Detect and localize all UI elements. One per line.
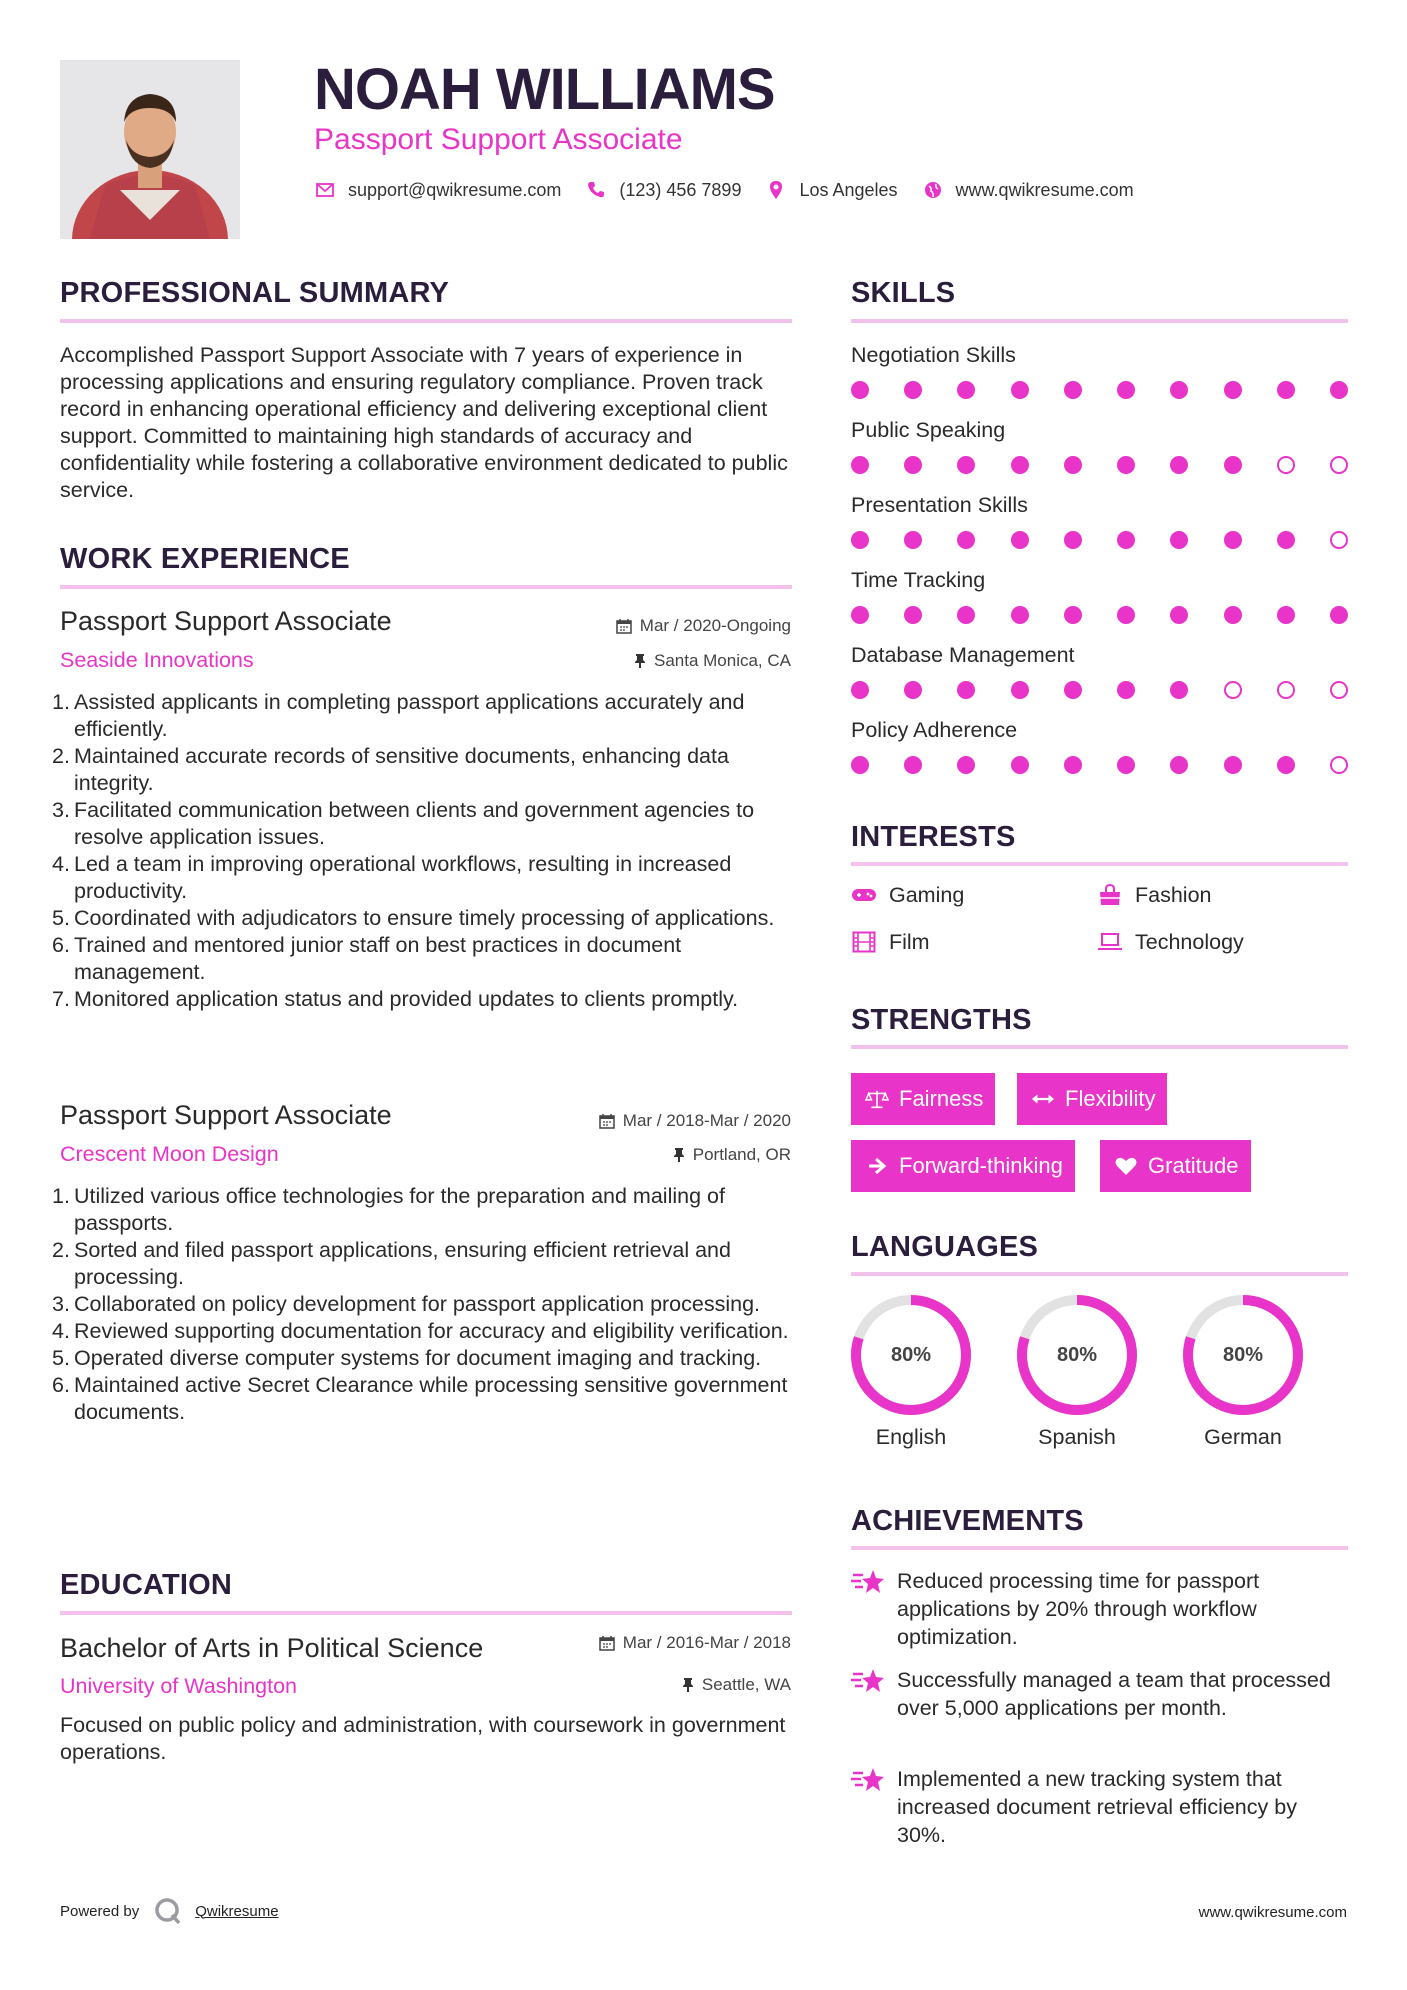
skill-rating (851, 605, 1348, 625)
language-percent: 80% (890, 1343, 932, 1366)
map-pin-icon (765, 179, 787, 201)
skill-dot-filled (1277, 381, 1295, 399)
skill-rating (851, 530, 1348, 550)
list-item: 6. Trained and mentored junior staff on best practices in document management. (52, 933, 682, 984)
achievement-item (851, 1666, 1348, 1722)
job-company: Seaside Innovations (60, 648, 254, 672)
strength-label: Gratitude (1148, 1153, 1239, 1178)
education-dates (599, 1632, 791, 1654)
skill-dot-filled (851, 756, 869, 774)
candidate-name: NOAH WILLIAMS (314, 57, 775, 122)
summary-heading: PROFESSIONAL SUMMARY (60, 277, 450, 309)
language-item (1015, 1293, 1139, 1450)
location-text: Los Angeles (799, 179, 898, 200)
skill-name: Public Speaking (851, 418, 1006, 442)
footer-website[interactable]: www.qwikresume.com (1198, 1904, 1347, 1921)
job-bullets (52, 1183, 792, 1426)
skill-dot-empty (1330, 756, 1348, 774)
skill-dot-filled (1330, 606, 1348, 624)
language-percent: 80% (1222, 1343, 1264, 1366)
gamepad-icon (851, 882, 877, 908)
job-bullets (52, 689, 792, 1013)
skill-dot-filled (1224, 606, 1242, 624)
profile-photo (60, 60, 240, 239)
phone-icon (585, 179, 607, 201)
calendar-icon (599, 1113, 615, 1129)
list-item: 5. Operated diverse computer systems for document imaging and tracking. (52, 1346, 762, 1370)
envelope-icon (314, 179, 336, 201)
shooting-star-icon (851, 1567, 885, 1597)
skill-dot-filled (1011, 531, 1029, 549)
language-name: Spanish (1038, 1425, 1116, 1449)
summary-rule (60, 319, 792, 323)
skill-name: Policy Adherence (851, 718, 1018, 742)
job-dates-text: Mar / 2018-Mar / 2020 (622, 1111, 791, 1130)
skill-dot-filled (904, 606, 922, 624)
skill-dot-filled (1011, 381, 1029, 399)
skill-dot-empty (1224, 681, 1242, 699)
job-title: Passport Support Associate (60, 606, 392, 636)
interests-heading: INTERESTS (851, 821, 1016, 853)
contact-bar (314, 178, 1158, 202)
pushpin-icon (682, 1677, 694, 1693)
skill-dot-filled (957, 381, 975, 399)
job-location-text: Portland, OR (692, 1145, 791, 1164)
list-item: 4. Reviewed supporting documentation for accuracy and eligibility verification. (52, 1319, 789, 1343)
achievements-heading: ACHIEVEMENTS (851, 1505, 1084, 1537)
skill-dot-filled (851, 606, 869, 624)
skill-dot-filled (851, 681, 869, 699)
interest-label: Gaming (889, 882, 965, 907)
skills-rule (851, 319, 1348, 323)
skill-dot-filled (851, 456, 869, 474)
achievement-item (851, 1765, 1348, 1849)
strengths-rule (851, 1045, 1348, 1049)
phone-text: (123) 456 7899 (619, 179, 742, 200)
skill-dot-filled (1170, 681, 1188, 699)
education-location (682, 1674, 791, 1696)
interest-label: Fashion (1135, 882, 1212, 907)
job-dates (599, 1110, 791, 1132)
calendar-icon (599, 1635, 615, 1651)
skill-rating (851, 380, 1348, 400)
strength-label: Forward-thinking (899, 1153, 1063, 1178)
calendar-icon (616, 618, 632, 634)
skill-dot-filled (851, 531, 869, 549)
skill-dot-filled (1011, 681, 1029, 699)
job-company: Crescent Moon Design (60, 1142, 279, 1166)
skill-dot-filled (1224, 456, 1242, 474)
skill-dot-filled (1117, 606, 1135, 624)
languages-rule (851, 1272, 1348, 1276)
skill-dot-filled (904, 756, 922, 774)
skill-rating (851, 680, 1348, 700)
skill-dot-filled (1117, 756, 1135, 774)
skill-dot-filled (904, 381, 922, 399)
language-name: German (1204, 1425, 1282, 1449)
powered-by-text: Powered by (60, 1902, 140, 1920)
film-icon (851, 929, 877, 955)
list-item: 7. Monitored application status and provided updates to clients promptly. (52, 987, 739, 1011)
skill-dot-filled (1117, 381, 1135, 399)
skill-dot-empty (1330, 531, 1348, 549)
strengths-heading: STRENGTHS (851, 1004, 1032, 1036)
skill-dot-filled (904, 681, 922, 699)
skill-dot-filled (904, 531, 922, 549)
skill-dot-filled (1064, 381, 1082, 399)
skill-dot-filled (1064, 456, 1082, 474)
job-dates (616, 615, 791, 637)
skill-dot-filled (1170, 756, 1188, 774)
skill-dot-filled (1117, 531, 1135, 549)
skill-name: Negotiation Skills (851, 343, 1016, 367)
languages-heading: LANGUAGES (851, 1231, 1039, 1263)
contact-email[interactable] (314, 179, 561, 201)
skill-dot-filled (1011, 606, 1029, 624)
skill-dot-filled (1277, 606, 1295, 624)
skill-dot-empty (1277, 456, 1295, 474)
footer-powered-by (60, 1896, 279, 1926)
globe-icon (922, 179, 944, 201)
achievement-text: Successfully managed a team that processed over 5,000 applications per month. (897, 1668, 1331, 1720)
contact-phone[interactable] (585, 179, 741, 201)
skill-dot-filled (1224, 381, 1242, 399)
skill-dot-filled (1170, 456, 1188, 474)
language-name: English (875, 1425, 947, 1449)
candidate-role: Passport Support Associate (314, 123, 683, 156)
skill-dot-filled (957, 531, 975, 549)
list-item: 5. Coordinated with adjudicators to ensure timely processing of applications. (52, 906, 775, 930)
strength-chip (1017, 1073, 1167, 1125)
skill-dot-filled (1224, 531, 1242, 549)
interests-rule (851, 862, 1348, 866)
strength-label: Fairness (899, 1086, 984, 1111)
job-location-text: Santa Monica, CA (653, 651, 791, 670)
pushpin-icon (673, 1147, 685, 1163)
experience-rule (60, 585, 792, 589)
list-item: 2. Sorted and filed passport applications, ensuring efficient retrieval and processing. (52, 1238, 731, 1289)
skill-dot-filled (1330, 381, 1348, 399)
skill-dot-filled (1011, 756, 1029, 774)
interest-label: Film (889, 929, 930, 954)
education-rule (60, 1611, 792, 1615)
school-name: University of Washington (60, 1674, 297, 1698)
skill-name: Time Tracking (851, 568, 986, 592)
skill-dot-filled (1064, 756, 1082, 774)
education-heading: EDUCATION (60, 1569, 233, 1601)
interest-item (1097, 882, 1212, 908)
skill-dot-filled (1117, 681, 1135, 699)
language-percent: 80% (1056, 1343, 1098, 1366)
skill-dot-filled (1117, 456, 1135, 474)
skill-dot-filled (1170, 381, 1188, 399)
shooting-star-icon (851, 1666, 885, 1696)
skill-rating (851, 455, 1348, 475)
list-item: 3. Collaborated on policy development for passport application processing. (52, 1292, 761, 1316)
skills-heading: SKILLS (851, 277, 956, 309)
shopping-bag-icon (1097, 882, 1123, 908)
skill-dot-filled (1224, 756, 1242, 774)
skill-dot-filled (1064, 606, 1082, 624)
strength-chip (851, 1140, 1075, 1192)
job-dates-text: Mar / 2020-Ongoing (639, 616, 791, 635)
skill-dot-filled (1064, 681, 1082, 699)
contact-website[interactable] (922, 179, 1134, 201)
skill-dot-filled (851, 381, 869, 399)
skill-dot-filled (957, 681, 975, 699)
job-location (673, 1144, 791, 1166)
contact-location (765, 179, 897, 201)
heart-icon (1114, 1154, 1138, 1178)
job-title: Passport Support Associate (60, 1100, 392, 1130)
interest-item (1097, 929, 1244, 955)
interest-item (851, 882, 964, 908)
education-description: Focused on public policy and administration, with coursework in government operations. (60, 1713, 786, 1764)
skill-dot-filled (1011, 456, 1029, 474)
skill-dot-filled (1277, 756, 1295, 774)
pushpin-icon (634, 653, 646, 669)
skill-dot-empty (1330, 681, 1348, 699)
skill-dot-filled (1170, 531, 1188, 549)
list-item: 3. Facilitated communication between clients and government agencies to resolve application issues. (52, 798, 755, 849)
achievements-rule (851, 1546, 1348, 1550)
skill-dot-filled (1170, 606, 1188, 624)
skill-name: Database Management (851, 643, 1075, 667)
website-text: www.qwikresume.com (955, 179, 1134, 200)
arrows-horizontal-icon (1031, 1087, 1055, 1111)
language-item (849, 1293, 973, 1450)
summary-text: Accomplished Passport Support Associate with 7 years of experience in processing applications and ensuring regulatory compliance. Proven track record in enhancing operational efficiency and delivering exceptional client support. Committed to maintaining high standards of accuracy and confidentiality while fostering a collaborative environment dedicated to public service. (60, 343, 788, 502)
list-item: 1. Utilized various office technologies for the preparation and mailing of passports. (52, 1184, 725, 1235)
shooting-star-icon (851, 1765, 885, 1795)
strength-label: Flexibility (1065, 1086, 1156, 1111)
list-item: 1. Assisted applicants in completing passport applications accurately and efficiently. (52, 690, 745, 741)
skill-dot-empty (1330, 456, 1348, 474)
education-location-text: Seattle, WA (701, 1675, 791, 1694)
skill-dot-filled (957, 756, 975, 774)
list-item: 2. Maintained accurate records of sensitive documents, enhancing data integrity. (52, 744, 729, 795)
interest-item (851, 929, 930, 955)
list-item: 6. Maintained active Secret Clearance while processing sensitive government documents. (52, 1373, 788, 1424)
skill-dot-filled (904, 456, 922, 474)
laptop-icon (1097, 929, 1123, 955)
strength-chip (851, 1073, 995, 1125)
language-item (1181, 1293, 1305, 1450)
balance-scale-icon (865, 1087, 889, 1111)
skill-name: Presentation Skills (851, 493, 1028, 517)
interest-label: Technology (1135, 929, 1244, 954)
degree-title: Bachelor of Arts in Political Science (60, 1633, 484, 1663)
qwikresume-link[interactable]: Qwikresume (195, 1902, 279, 1920)
job-location (634, 650, 791, 672)
qwikresume-logo-icon (153, 1896, 183, 1926)
achievement-item (851, 1567, 1348, 1651)
skill-rating (851, 755, 1348, 775)
email-text: support@qwikresume.com (348, 179, 562, 200)
achievement-text: Reduced processing time for passport applications by 20% through workflow optimization. (897, 1569, 1260, 1649)
skill-dot-filled (1277, 531, 1295, 549)
education-dates-text: Mar / 2016-Mar / 2018 (622, 1633, 791, 1652)
achievement-text: Implemented a new tracking system that increased document retrieval efficiency by 30%. (897, 1767, 1297, 1847)
skill-dot-filled (1064, 531, 1082, 549)
skill-dot-filled (957, 606, 975, 624)
arrow-right-icon (865, 1154, 889, 1178)
list-item: 4. Led a team in improving operational workflows, resulting in increased productivity. (52, 852, 732, 903)
skill-dot-empty (1277, 681, 1295, 699)
experience-heading: WORK EXPERIENCE (60, 543, 350, 575)
skill-dot-filled (957, 456, 975, 474)
strength-chip (1100, 1140, 1251, 1192)
